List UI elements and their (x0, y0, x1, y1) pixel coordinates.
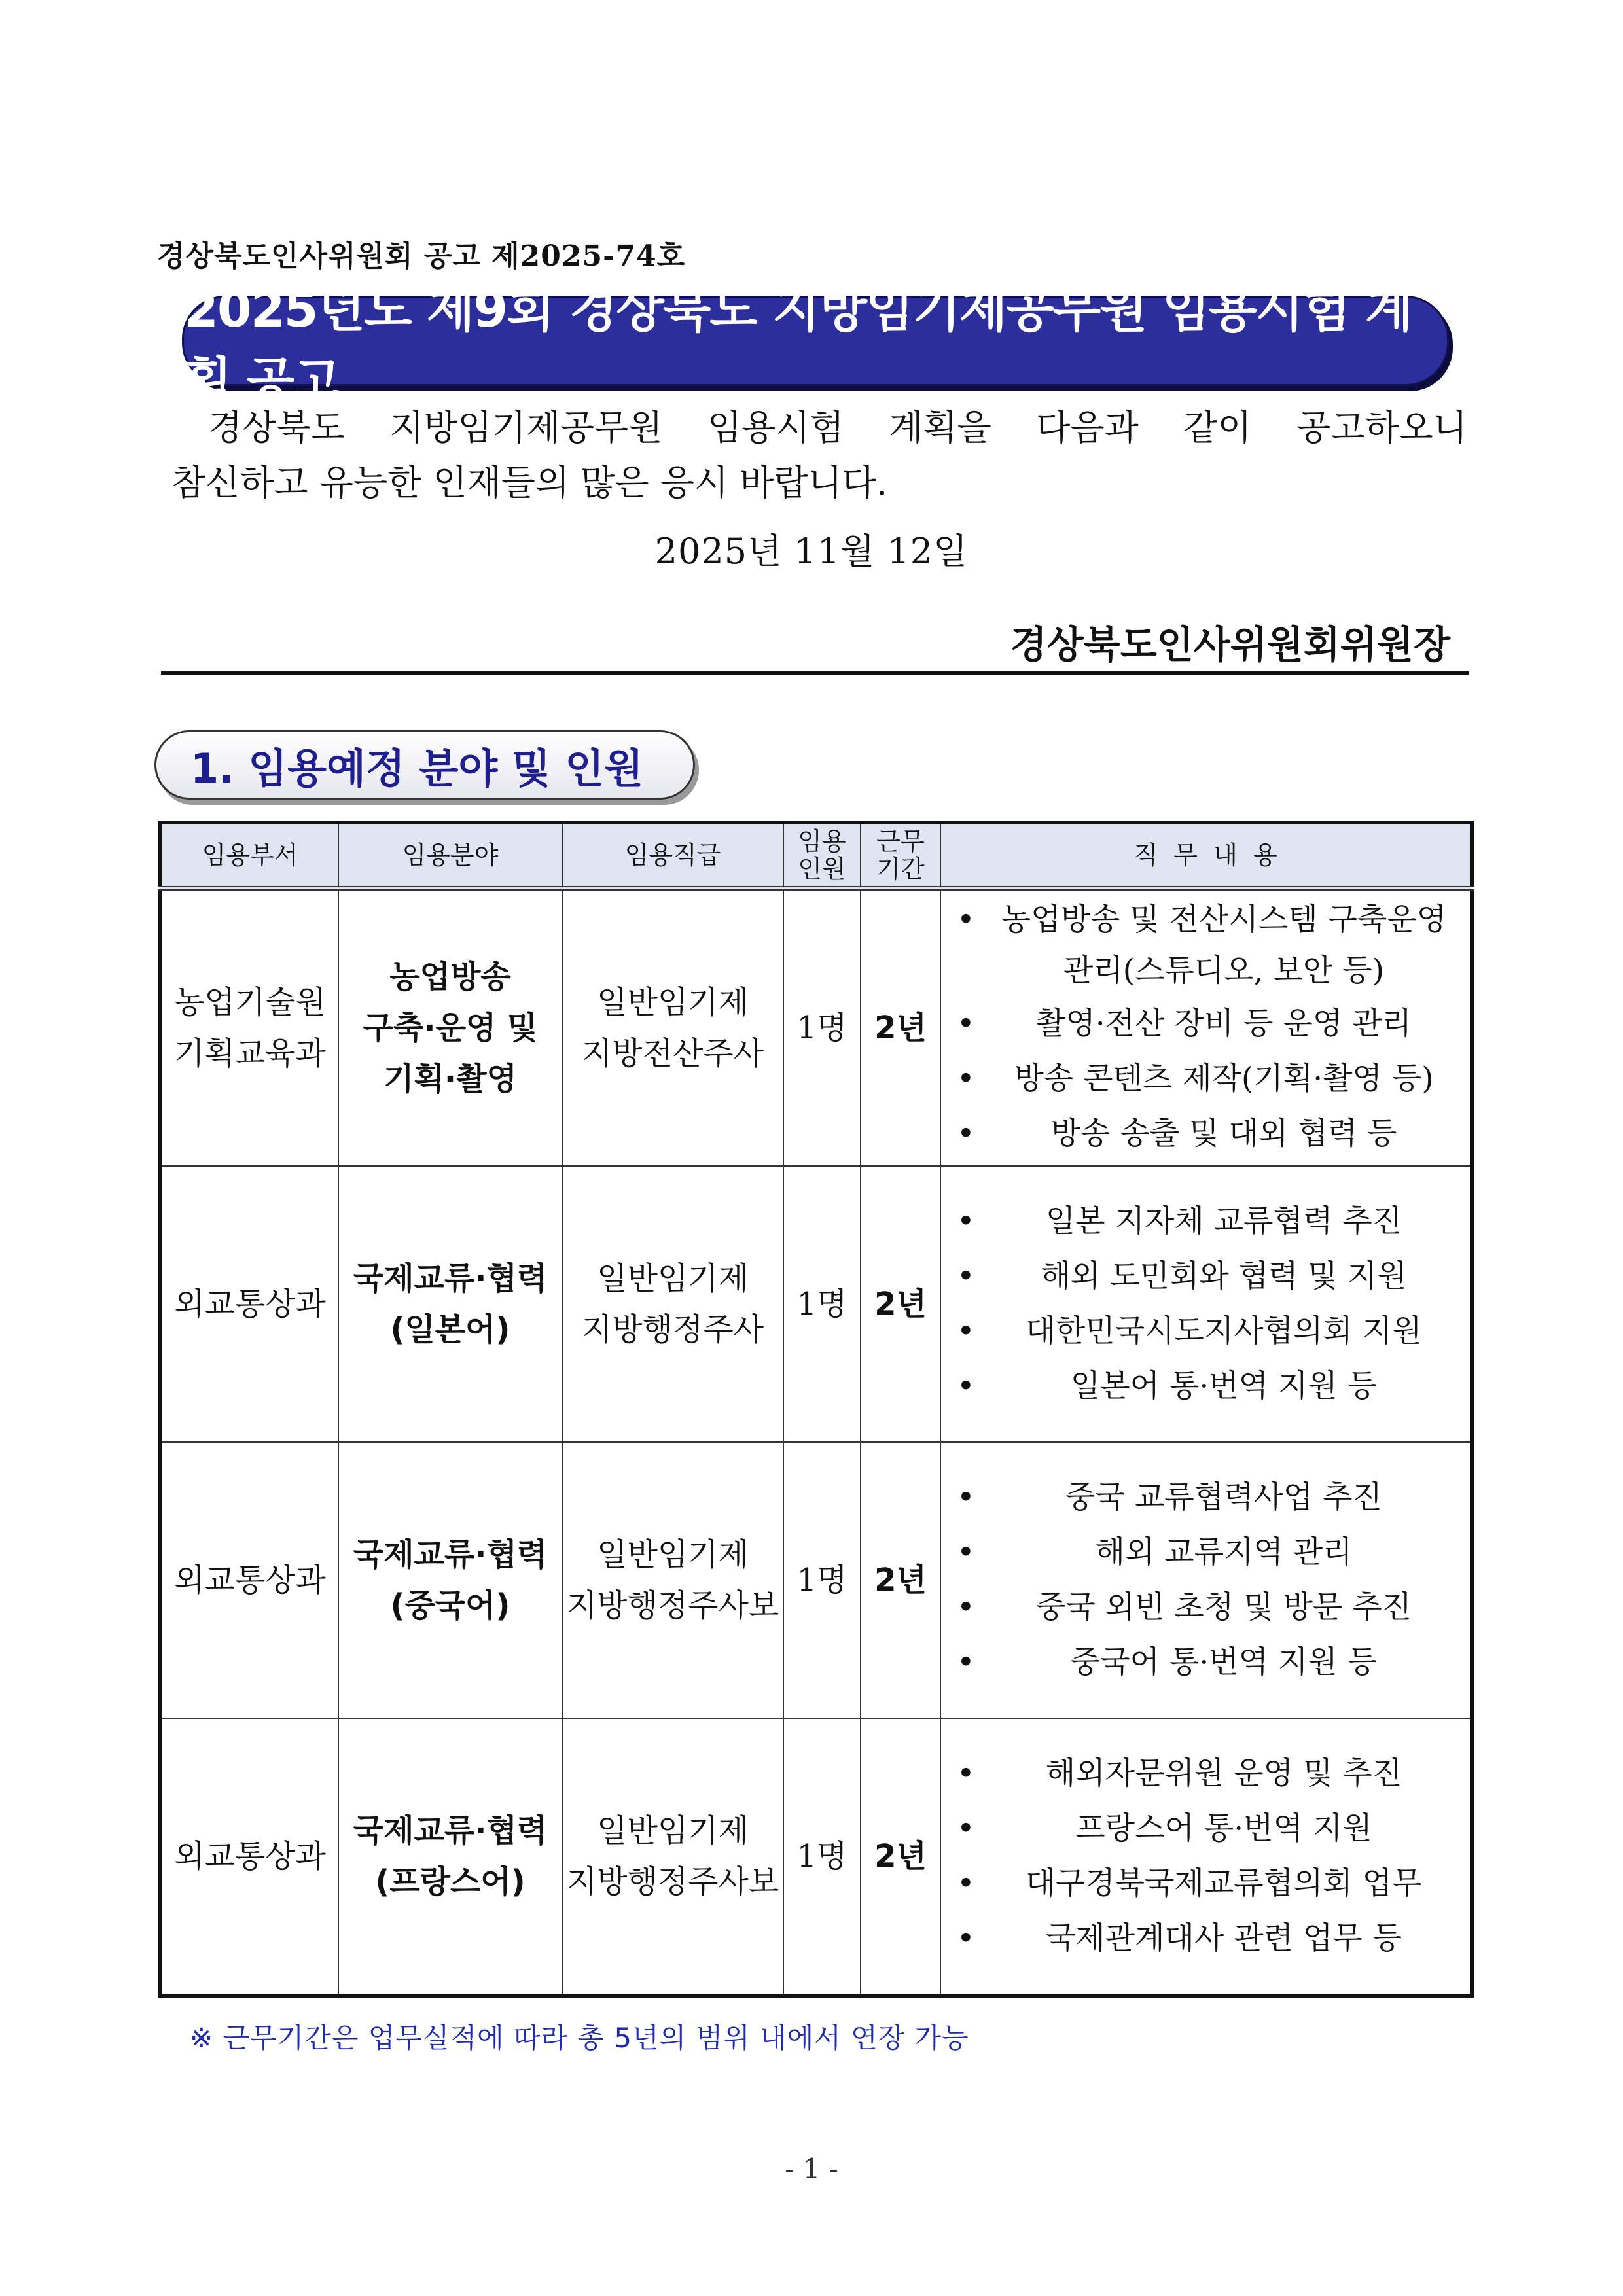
duty-item: • 방송 송출 및 대외 협력 등 (953, 1106, 1463, 1161)
row-duties (940, 1166, 1472, 1442)
row-dept (160, 889, 338, 1167)
grade-line-1: 일반임기제 (597, 1812, 749, 1849)
field-line-1: 농업방송 (389, 959, 511, 995)
header-count (783, 822, 861, 889)
row-grade (562, 1166, 783, 1442)
header-period-line-2: 기간 (876, 855, 925, 883)
row-duties (940, 889, 1472, 1167)
grade-line-1: 일반임기제 (597, 1536, 749, 1573)
field-line-3: 기획·촬영 (383, 1061, 517, 1097)
title-banner (182, 280, 1449, 410)
row-count: 1명 (783, 889, 861, 1167)
field-line-1: 국제교류·협력 (353, 1260, 548, 1297)
row-count: 1명 (783, 1718, 861, 1996)
notice-date: 2025년 11월 12일 (654, 531, 969, 572)
duty-item: • 해외자문위원 운영 및 추진 (953, 1746, 1463, 1801)
header-dept: 임용부서 (160, 822, 338, 889)
table-row (160, 889, 1472, 1167)
header-field: 임용분야 (338, 822, 562, 889)
signer: 경상북도인사위원회위원장 (1010, 622, 1450, 667)
field-line-1: 국제교류·협력 (353, 1812, 548, 1849)
duty-item: • 촬영·전산 장비 등 운영 관리 (953, 997, 1463, 1051)
duty-item: • 중국 외빈 초청 및 방문 추진 (953, 1580, 1463, 1635)
table-row (160, 1442, 1472, 1718)
intro-line-1: 경상북도 지방임기제공무원 임용시험 계획을 다음과 같이 공고하오니 (208, 407, 1467, 448)
duty-item: • 중국어 통·번역 지원 등 (953, 1635, 1463, 1690)
duty-item: • 대구경북국제교류협의회 업무 (953, 1856, 1463, 1911)
dept-line-1: 농업기술원 (174, 984, 326, 1021)
field-line-1: 국제교류·협력 (353, 1536, 548, 1573)
field-line-2: 구축·운영 및 (363, 1010, 538, 1046)
row-period: 2년 (861, 1166, 940, 1442)
table-header-row (160, 822, 1472, 889)
duty-item: • 프랑스어 통·번역 지원 (953, 1801, 1463, 1856)
dept-line-2: 기획교육과 (174, 1035, 326, 1072)
duty-item: • 농업방송 및 전산시스템 구축운영 관리(스튜디오, 보안 등) (953, 894, 1463, 997)
row-grade (562, 1442, 783, 1718)
duty-item: • 방송 콘텐츠 제작(기획·촬영 등) (953, 1051, 1463, 1106)
row-field (338, 1718, 562, 1996)
row-duties (940, 1442, 1472, 1718)
section-title: 1. 임용예정 분야 및 인원 (190, 744, 644, 792)
header-count-line-1: 임용 (798, 827, 846, 856)
row-dept: 외교통상과 (160, 1718, 338, 1996)
row-dept: 외교통상과 (160, 1166, 338, 1442)
recruitment-table (158, 821, 1474, 1998)
row-count: 1명 (783, 1166, 861, 1442)
duty-item: • 대한민국시도지사협의회 지원 (953, 1304, 1463, 1359)
page-number: - 1 - (785, 2153, 838, 2185)
signer-divider (161, 671, 1469, 675)
field-line-2: (중국어) (390, 1587, 510, 1624)
grade-line-1: 일반임기제 (597, 1260, 749, 1297)
row-field (338, 889, 562, 1167)
table-row (160, 1166, 1472, 1442)
intro-line-2: 참신하고 유능한 인재들의 많은 응시 바랍니다. (171, 462, 888, 503)
row-dept: 외교통상과 (160, 1442, 338, 1718)
header-duties: 직 무 내 용 (940, 822, 1472, 889)
row-field (338, 1166, 562, 1442)
header-grade: 임용직급 (562, 822, 783, 889)
header-count-line-2: 인원 (798, 855, 846, 883)
footnote: ※ 근무기간은 업무실적에 따라 총 5년의 범위 내에서 연장 가능 (190, 2022, 969, 2054)
notice-number: 경상북도인사위원회 공고 제2025-74호 (157, 239, 686, 273)
grade-line-2: 지방행정주사보 (566, 1863, 779, 1900)
row-grade (562, 1718, 783, 1996)
row-duties (940, 1718, 1472, 1996)
grade-line-2: 지방전산주사 (581, 1035, 764, 1072)
header-period (861, 822, 940, 889)
field-line-2: (프랑스어) (375, 1863, 526, 1900)
duty-item: • 일본 지자체 교류협력 추진 (953, 1194, 1463, 1249)
grade-line-2: 지방행정주사보 (566, 1587, 779, 1624)
field-line-2: (일본어) (390, 1311, 510, 1348)
page-title: 2025년도 제9회 경상북도 지방임기제공무원 임용시험 계획 공고 (184, 280, 1412, 410)
duty-item: • 일본어 통·번역 지원 등 (953, 1359, 1463, 1414)
row-count: 1명 (783, 1442, 861, 1718)
row-period: 2년 (861, 889, 940, 1167)
grade-line-2: 지방행정주사 (581, 1311, 764, 1348)
duty-item: • 해외 교류지역 관리 (953, 1525, 1463, 1580)
grade-line-1: 일반임기제 (597, 984, 749, 1021)
intro-paragraph (171, 400, 1467, 510)
duty-item: • 국제관계대사 관련 업무 등 (953, 1911, 1463, 1966)
row-field (338, 1442, 562, 1718)
row-grade (562, 889, 783, 1167)
header-period-line-1: 근무 (876, 827, 925, 856)
duty-item: • 해외 도민회와 협력 및 지원 (953, 1249, 1463, 1304)
duty-item: • 중국 교류협력사업 추진 (953, 1470, 1463, 1525)
section-heading (154, 730, 695, 800)
row-period: 2년 (861, 1718, 940, 1996)
row-period: 2년 (861, 1442, 940, 1718)
table-row (160, 1718, 1472, 1996)
